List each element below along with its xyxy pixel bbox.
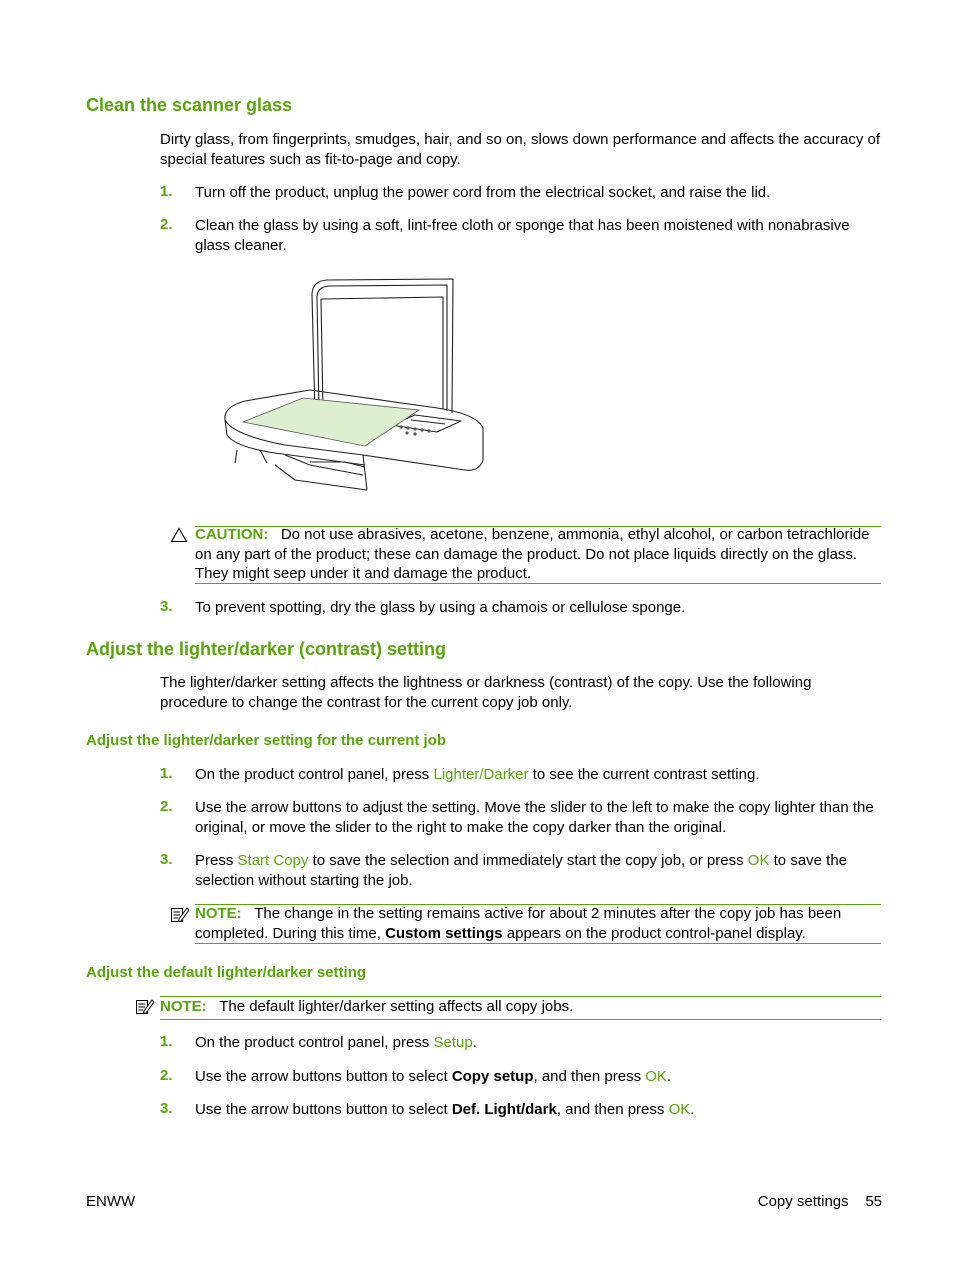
note-label: NOTE: (160, 998, 207, 1015)
callout-bottom-rule (195, 583, 881, 584)
caution-text: Do not use abrasives, acetone, benzene, ammonia, ethyl alcohol, or carbon tetrachloride on any part of the product; these can damage the product. Do not place liquids directly on the glass. They might seep under it and damage the product. (195, 526, 870, 582)
step-text: Use the arrow buttons to adjust the setting. Move the slider to the left to make the copy lighter than the original, or move the slider to the right to make the copy darker than the original. (195, 799, 874, 836)
step-text: On the product control panel, press Lighter/Darker to see the current contrast setting. (195, 766, 760, 783)
page-number: 55 (865, 1193, 882, 1210)
step-number: 2. (160, 216, 173, 233)
step-number: 2. (160, 798, 173, 815)
note-callout: NOTE: The default lighter/darker setting affects all copy jobs. (160, 998, 574, 1015)
control-panel-button-ref: Start Copy (237, 852, 309, 869)
note-callout: NOTE: The change in the setting remains active for about 2 minutes after the copy job has been completed. During this time, Custom settings appears on the product control-panel display. (195, 905, 842, 942)
note-label: NOTE: (195, 905, 242, 922)
footer-section: Copy settings (757, 1193, 849, 1210)
control-panel-button-ref: OK (668, 1101, 691, 1118)
step-text: To prevent spotting, dry the glass by using a chamois or cellulose sponge. (195, 599, 686, 616)
callout-bottom-rule (160, 1019, 881, 1020)
step-number: 1. (160, 765, 173, 782)
scanner-illustration (215, 275, 490, 497)
step-number: 3. (160, 598, 173, 615)
callout-bottom-rule (195, 943, 881, 944)
caution-callout (195, 525, 885, 584)
menu-item-ref: Def. Light/dark (451, 1101, 557, 1118)
subsection-title-default: Adjust the default lighter/darker setting (86, 964, 367, 981)
control-panel-button-ref: Lighter/Darker (433, 766, 529, 783)
step-text: Clean the glass by using a soft, lint-free cloth or sponge that has been moistened with nonabrasive glass cleaner. (195, 217, 850, 254)
step-number: 2. (160, 1067, 173, 1084)
step-number: 3. (160, 851, 173, 868)
control-panel-button-ref: OK (645, 1068, 667, 1085)
section-title-contrast: Adjust the lighter/darker (contrast) setting (86, 639, 447, 659)
section-title-clean-glass: Clean the scanner glass (86, 95, 293, 115)
display-message: Custom settings (385, 924, 503, 942)
step-number: 1. (160, 1033, 173, 1050)
step-number: 1. (160, 183, 173, 200)
step-text: Use the arrow buttons button to select Def. Light/dark, and then press OK. (195, 1101, 695, 1118)
step-text: On the product control panel, press Setup. (195, 1034, 477, 1051)
caution-label: CAUTION: (195, 526, 269, 543)
step-text: Press Start Copy to save the selection and immediately start the copy job, or press OK to save the selection without starting the job. (195, 852, 848, 889)
note-pencil-icon (170, 905, 190, 923)
menu-item-ref: Copy setup (451, 1068, 534, 1085)
footer-left: ENWW (86, 1193, 136, 1210)
control-panel-button-ref: Setup (433, 1034, 473, 1051)
caution-triangle-icon (170, 527, 188, 543)
step-text: Turn off the product, unplug the power cord from the electrical socket, and raise the lid. (195, 184, 771, 201)
control-panel-button-ref: OK (747, 852, 770, 869)
section-intro: Dirty glass, from fingerprints, smudges, hair, and so on, slows down performance and affects the accuracy of special features such as fit-to-page and copy. (160, 131, 881, 168)
note-pencil-icon (135, 997, 155, 1015)
step-text: Use the arrow buttons button to select Copy setup, and then press OK. (195, 1068, 672, 1085)
footer-right (758, 1193, 882, 1210)
subsection-title-current-job: Adjust the lighter/darker setting for the current job (86, 732, 447, 749)
step-number: 3. (160, 1100, 173, 1117)
section-intro: The lighter/darker setting affects the lightness or darkness (contrast) of the copy. Use the following procedure to change the contrast for the current copy job only. (160, 674, 812, 711)
